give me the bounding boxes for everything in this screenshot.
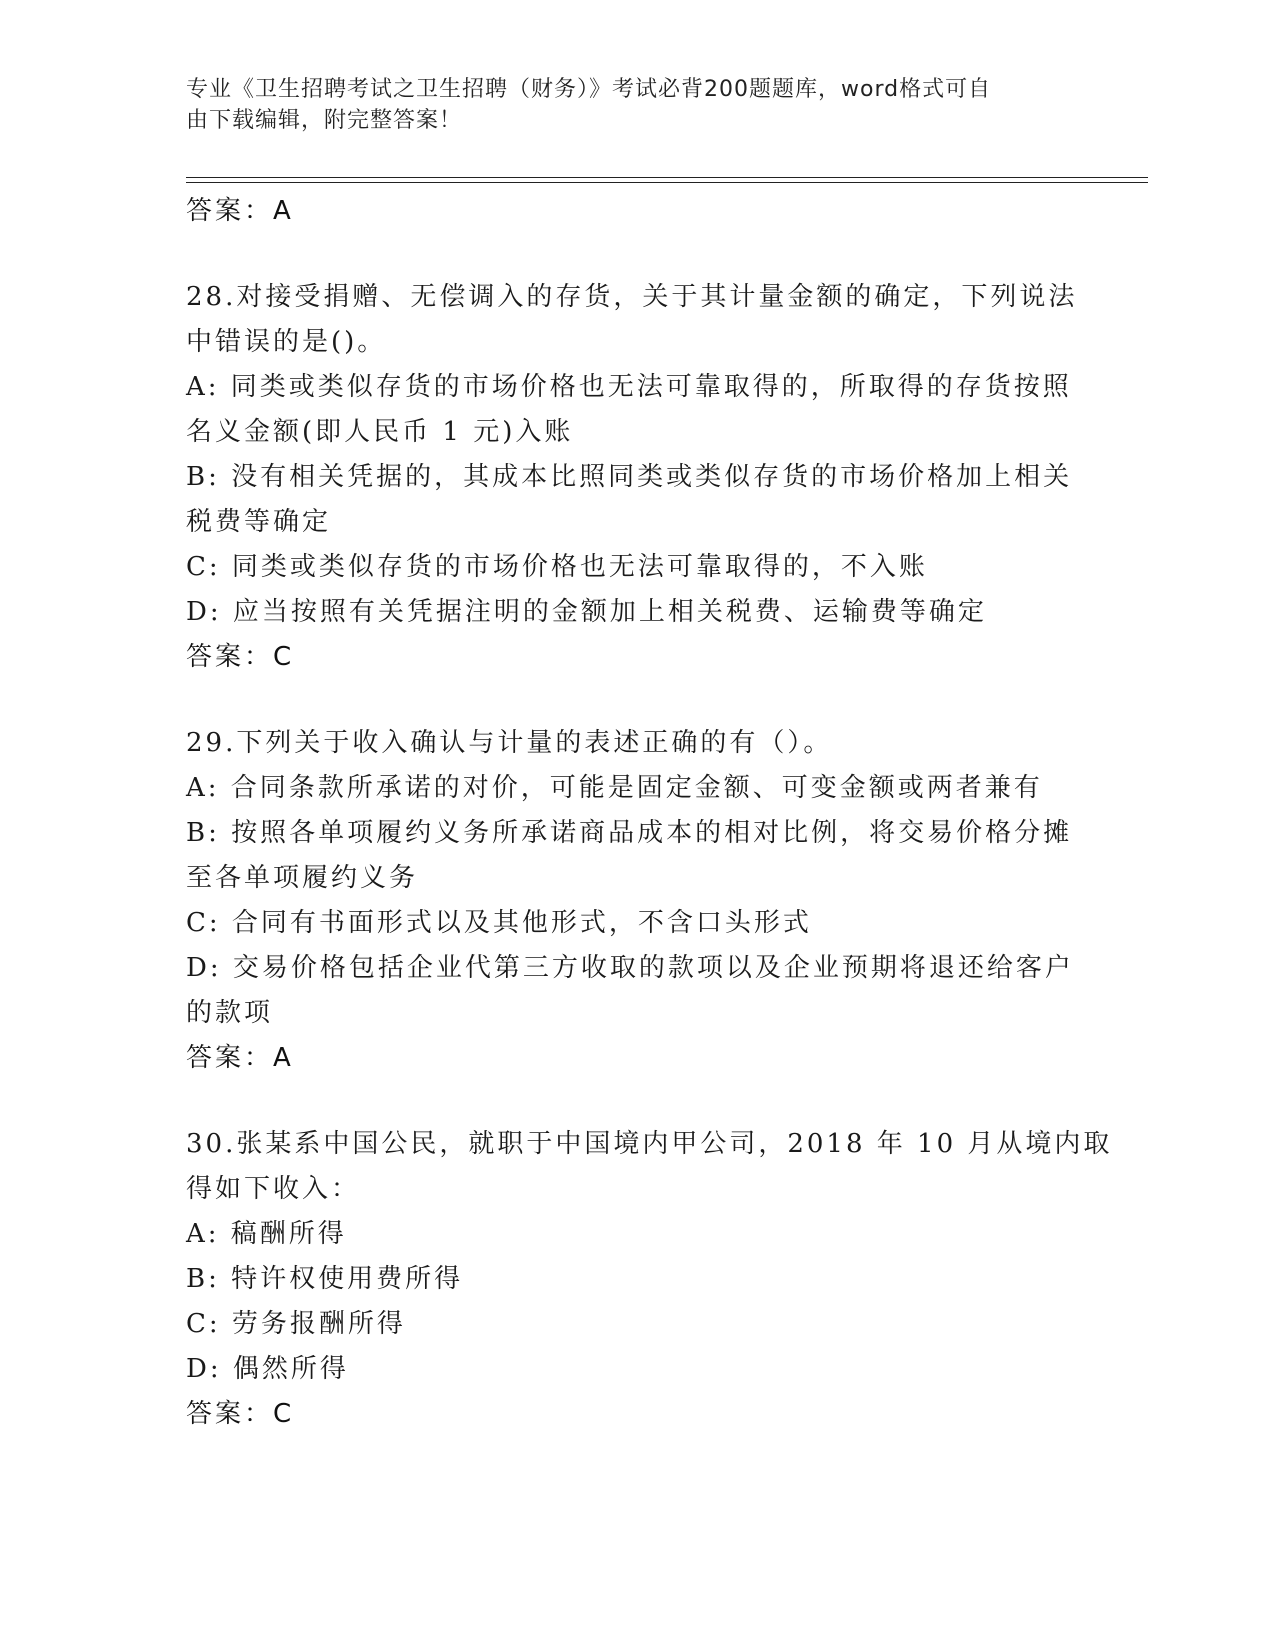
question-stem-line: 中错误的是()。 xyxy=(186,327,387,357)
option-b-line: B: 特许权使用费所得 xyxy=(186,1264,464,1294)
option-d-line: D: 应当按照有关凭据注明的金额加上相关税费、运输费等确定 xyxy=(186,597,987,627)
option-b-line: B: 没有相关凭据的，其成本比照同类或类似存货的市场价格加上相关 xyxy=(186,462,1073,492)
option-d-line: 的款项 xyxy=(186,998,274,1028)
answer-label: 答案：A xyxy=(186,1043,294,1073)
option-d-line: D: 偶然所得 xyxy=(186,1354,349,1384)
answer-label: 答案：C xyxy=(186,1399,295,1429)
option-a-line: A: 合同条款所承诺的对价，可能是固定金额、可变金额或两者兼有 xyxy=(186,773,1043,803)
header-line-2: 由下载编辑，附完整答案！ xyxy=(186,108,463,133)
document-header xyxy=(186,74,1066,136)
option-c-line: C: 合同有书面形式以及其他形式，不含口头形式 xyxy=(186,908,812,938)
option-b-line: B: 按照各单项履约义务所承诺商品成本的相对比例，将交易价格分摊 xyxy=(186,818,1073,848)
option-b-line: 至各单项履约义务 xyxy=(186,863,419,893)
header-line-1: 专业《卫生招聘考试之卫生招聘（财务）》考试必背200题题库，word格式可自 xyxy=(186,77,992,102)
option-a-line: 名义金额(即人民币 1 元)入账 xyxy=(186,417,574,447)
answer-label: 答案：C xyxy=(186,642,295,672)
option-b-line: 税费等确定 xyxy=(186,507,332,537)
option-d-line: D: 交易价格包括企业代第三方收取的款项以及企业预期将退还给客户 xyxy=(186,953,1074,983)
question-stem-line: 得如下收入： xyxy=(186,1174,361,1204)
question-stem-line: 28.对接受捐赠、无偿调入的存货，关于其计量金额的确定，下列说法 xyxy=(186,282,1078,312)
question-stem-line: 30.张某系中国公民，就职于中国境内甲公司，2018 年 10 月从境内取 xyxy=(186,1129,1113,1159)
option-c-line: C: 同类或类似存货的市场价格也无法可靠取得的，不入账 xyxy=(186,552,928,582)
header-rule-bottom xyxy=(186,182,1148,183)
previous-answer: 答案：A xyxy=(186,196,294,226)
header-rule-top xyxy=(186,177,1148,178)
option-a-line: A: 同类或类似存货的市场价格也无法可靠取得的，所取得的存货按照 xyxy=(186,372,1072,402)
question-stem-line: 29.下列关于收入确认与计量的表述正确的有（）。 xyxy=(186,728,833,758)
option-c-line: C: 劳务报酬所得 xyxy=(186,1309,406,1339)
option-a-line: A: 稿酬所得 xyxy=(186,1219,347,1249)
